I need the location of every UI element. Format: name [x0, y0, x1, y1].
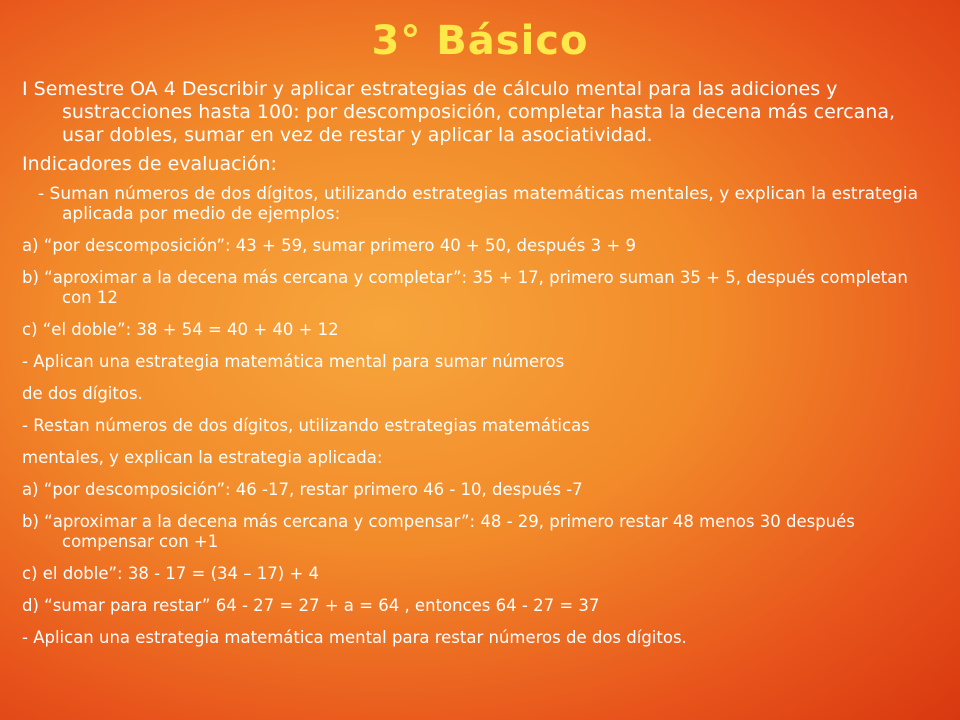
subtraction-apply: - Aplican una estrategia matemática mental para restar números de dos dígitos. — [22, 628, 687, 647]
slide-body — [22, 78, 942, 648]
subtraction-indicator-line-1: - Restan números de dos dígitos, utilizando estrategias matemáticas — [22, 416, 590, 435]
subtraction-example-b: b) “aproximar a la decena más cercana y compensar”: 48 - 29, primero restar 48 menos 30 después compensar con +1 — [22, 512, 855, 551]
subtraction-example-d: d) “sumar para restar” 64 - 27 = 27 + a = 64 , entonces 64 - 27 = 37 — [22, 596, 600, 615]
slide-title: 3° Básico — [371, 18, 589, 64]
addition-example-c: c) “el doble”: 38 + 54 = 40 + 40 + 12 — [22, 320, 339, 339]
addition-indicator: - Suman números de dos dígitos, utilizando estrategias matemáticas mentales, y explican la estrategia aplicada por medio de ejemplos: — [38, 184, 919, 224]
addition-apply-line-2: de dos dígitos. — [22, 384, 143, 403]
addition-apply-line-1: - Aplican una estrategia matemática mental para sumar números — [22, 352, 565, 371]
subtraction-example-c: c) el doble”: 38 - 17 = (34 – 17) + 4 — [22, 564, 320, 583]
addition-example-a: a) “por descomposición”: 43 + 59, sumar primero 40 + 50, después 3 + 9 — [22, 236, 636, 255]
subtraction-indicator-line-2: mentales, y explican la estrategia aplicada: — [22, 448, 383, 467]
indicators-heading: Indicadores de evaluación: — [22, 153, 277, 175]
objective-paragraph: I Semestre OA 4 Describir y aplicar estrategias de cálculo mental para las adiciones y sustracciones hasta 100: por descomposición, completar hasta la decena más cercana, usar dobles, sumar en vez de restar y aplicar la asociatividad. — [22, 78, 896, 146]
addition-example-b: b) “aproximar a la decena más cercana y completar”: 35 + 17, primero suman 35 + 5, después completan con 12 — [22, 268, 908, 307]
subtraction-example-a: a) “por descomposición”: 46 -17, restar primero 46 - 10, después -7 — [22, 480, 583, 499]
